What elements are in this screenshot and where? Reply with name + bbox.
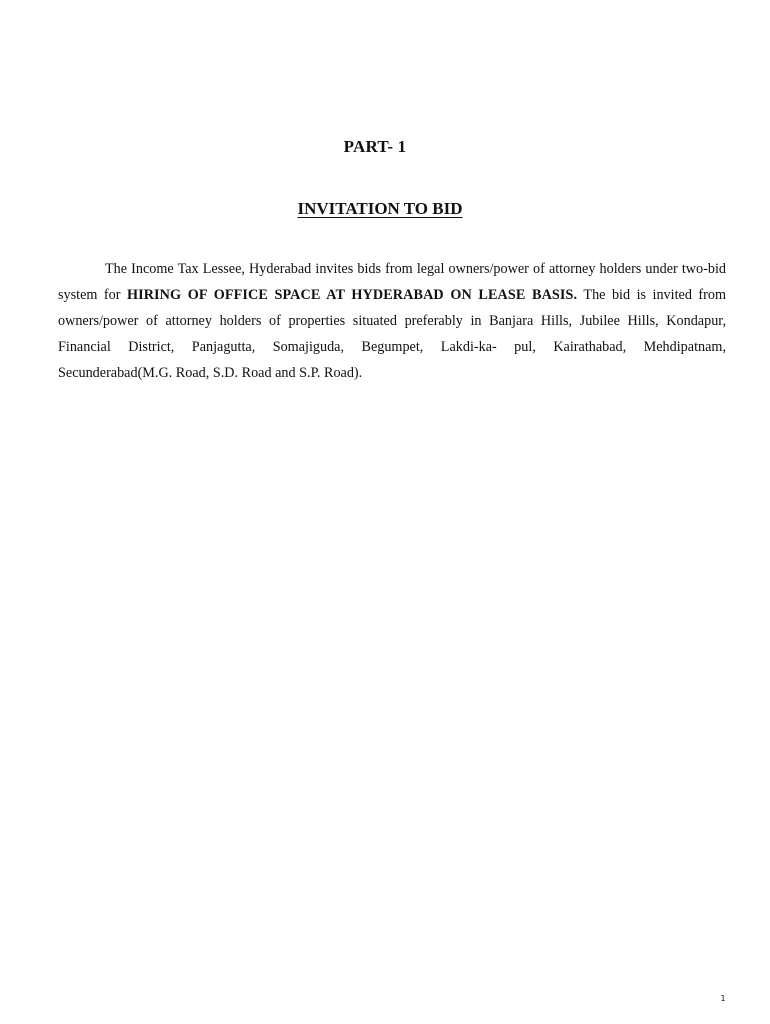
page-number: 1	[720, 994, 726, 1003]
invitation-paragraph	[58, 256, 726, 386]
paragraph-rest-text: The bid is invited from owners/power of attorney holders of properties situated preferably in Banjara Hills, Jubilee Hills, Kondapur, Financial District, Panjagutta, Somajiguda, Begumpet, Lakdi-ka- pul, Kairathabad, Mehdipatnam, Secunderabad(M.G. Road, S.D. Road and S.P. Road).	[58, 287, 726, 381]
paragraph-intro-text: The Income Tax Lessee, Hyderabad invites bids from legal owners/power of attorney holders under two-bid system for	[58, 261, 726, 303]
part-heading: PART- 1	[343, 137, 407, 156]
paragraph-emphasis-text: HIRING OF OFFICE SPACE AT HYDERABAD ON LEASE BASIS.	[126, 287, 578, 303]
document-title: INVITATION TO BID	[297, 199, 463, 218]
